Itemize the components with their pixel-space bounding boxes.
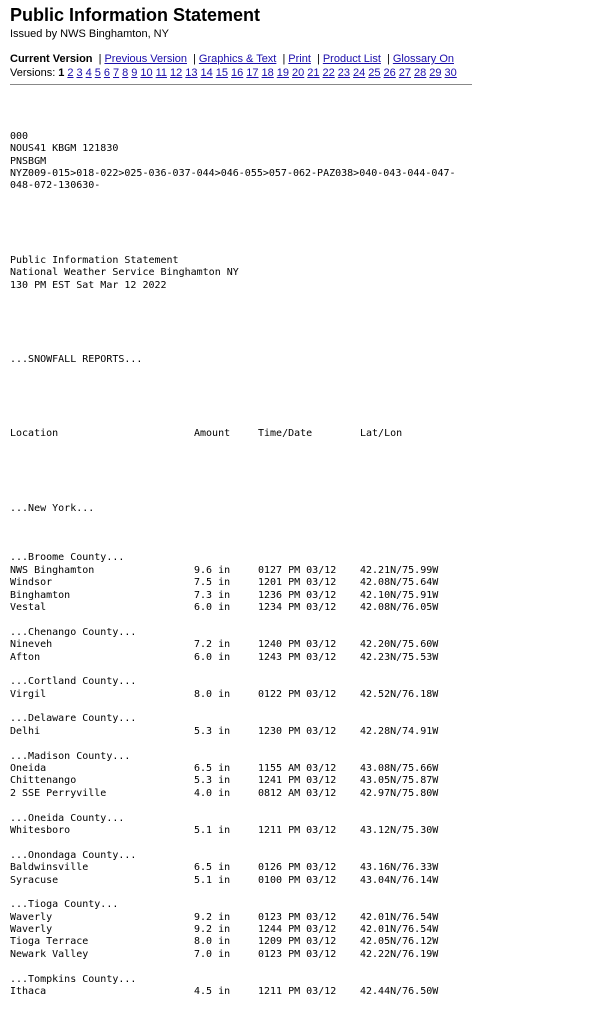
- report-row: [10, 652, 600, 664]
- report-location: Baldwinsville: [10, 862, 89, 874]
- report-lat-lon: 43.04N/76.14W: [360, 874, 439, 886]
- report-row: [10, 726, 600, 738]
- version-link[interactable]: 14: [200, 67, 213, 79]
- nav-product-list[interactable]: Product List: [322, 53, 381, 65]
- report-location: Whitesboro: [10, 824, 71, 836]
- report-row: [10, 936, 600, 948]
- report-time-date: 1240 PM 03/12: [258, 639, 337, 651]
- report-location: Vestal: [10, 601, 47, 613]
- version-link[interactable]: 2: [67, 67, 74, 79]
- version-link[interactable]: 7: [113, 67, 120, 79]
- report-lat-lon: 42.28N/74.91W: [360, 725, 439, 737]
- report-amount: 5.3 in: [194, 775, 231, 787]
- version-link[interactable]: 9: [131, 67, 138, 79]
- report-amount: 6.5 in: [194, 763, 231, 775]
- report-row: [10, 825, 600, 837]
- version-link[interactable]: 23: [337, 67, 351, 79]
- page: [10, 4, 600, 1023]
- report-lat-lon: 42.22N/76.19W: [360, 948, 439, 960]
- report-location: Newark Valley: [10, 948, 89, 960]
- page-subtitle: Issued by NWS Binghamton, NY: [10, 28, 169, 40]
- report-lat-lon: 43.12N/75.30W: [360, 824, 439, 836]
- product-header-line: 000: [10, 130, 29, 142]
- report-lat-lon: 43.05N/75.87W: [360, 775, 439, 787]
- county-heading: ...Madison County...: [10, 750, 131, 762]
- report-row: [10, 639, 600, 651]
- report-location: Oneida: [10, 763, 47, 775]
- report-location: NWS Binghamton: [10, 564, 95, 576]
- report-amount: 9.2 in: [194, 924, 231, 936]
- report-amount: 6.0 in: [194, 601, 231, 613]
- version-link[interactable]: 3: [76, 67, 83, 79]
- report-lat-lon: 42.01N/76.54W: [360, 924, 439, 936]
- report-row: [10, 590, 600, 602]
- report-location: Ithaca: [10, 986, 47, 998]
- report-location: Nineveh: [10, 639, 53, 651]
- report-time-date: 1155 AM 03/12: [258, 763, 337, 775]
- report-amount: 4.5 in: [194, 986, 231, 998]
- version-link[interactable]: 5: [94, 67, 101, 79]
- report-location: Waverly: [10, 911, 53, 923]
- report-row: [10, 577, 600, 589]
- product-title-line: National Weather Service Binghamton NY: [10, 267, 239, 279]
- report-row: [10, 689, 600, 701]
- version-link[interactable]: 19: [276, 67, 290, 79]
- county-heading: ...Chenango County...: [10, 626, 137, 638]
- version-link[interactable]: 22: [322, 67, 335, 79]
- version-link[interactable]: 28: [414, 67, 427, 79]
- report-amount: 8.0 in: [194, 936, 231, 948]
- report-lat-lon: 42.08N/75.64W: [360, 577, 439, 589]
- product-header-line: PNSBGM: [10, 155, 47, 167]
- section-title: ...SNOWFALL REPORTS...: [10, 353, 143, 365]
- report-lat-lon: 42.20N/75.60W: [360, 639, 439, 651]
- report-amount: 5.1 in: [194, 874, 231, 886]
- report-amount: 8.0 in: [194, 688, 231, 700]
- col-amount: Amount: [194, 428, 231, 440]
- product-nav: Current Version | Previous Version | Graphics & Text | Print | Product List | Glossary On: [10, 53, 454, 65]
- version-link[interactable]: 10: [140, 67, 153, 79]
- product-title-line: Public Information Statement: [10, 254, 179, 266]
- version-link[interactable]: 11: [155, 67, 168, 79]
- version-link[interactable]: 4: [85, 67, 92, 79]
- version-link[interactable]: 20: [292, 67, 305, 79]
- report-time-date: 0123 PM 03/12: [258, 911, 337, 923]
- county-heading: ...Cortland County...: [10, 676, 137, 688]
- report-time-date: 1211 PM 03/12: [258, 986, 337, 998]
- report-lat-lon: 42.23N/75.53W: [360, 651, 439, 663]
- report-lat-lon: 43.08N/75.66W: [360, 763, 439, 775]
- county-heading: ...Oneida County...: [10, 812, 125, 824]
- version-link[interactable]: 21: [307, 67, 320, 79]
- version-link[interactable]: 16: [231, 67, 244, 79]
- version-link[interactable]: 13: [185, 67, 198, 79]
- report-location: Binghamton: [10, 589, 71, 601]
- report-location: Afton: [10, 651, 41, 663]
- report-row: [10, 602, 600, 614]
- report-lat-lon: 42.08N/76.05W: [360, 601, 439, 613]
- county-heading: ...Onondaga County...: [10, 849, 137, 861]
- product-header-line: 048-072-130630-: [10, 180, 101, 192]
- product-header-line: NOUS41 KBGM 121830: [10, 143, 119, 155]
- state-heading: ...New York...: [10, 502, 95, 514]
- report-lat-lon: 42.52N/76.18W: [360, 688, 439, 700]
- version-links: [67, 67, 459, 79]
- report-amount: 9.6 in: [194, 564, 231, 576]
- report-location: Waverly: [10, 924, 53, 936]
- report-row: [10, 565, 600, 577]
- report-time-date: 1230 PM 03/12: [258, 725, 337, 737]
- version-link[interactable]: 6: [103, 67, 110, 79]
- county-heading: ...Delaware County...: [10, 713, 137, 725]
- report-amount: 6.0 in: [194, 651, 231, 663]
- report-time-date: 1241 PM 03/12: [258, 775, 337, 787]
- report-lat-lon: 43.16N/76.33W: [360, 862, 439, 874]
- report-lat-lon: 42.01N/76.54W: [360, 911, 439, 923]
- column-headers: [10, 428, 600, 440]
- county-heading: ...Tompkins County...: [10, 973, 137, 985]
- report-amount: 7.0 in: [194, 948, 231, 960]
- report-location: Delhi: [10, 725, 41, 737]
- version-link[interactable]: 15: [215, 67, 229, 79]
- page-title: Public Information Statement: [10, 5, 261, 25]
- report-row: [10, 763, 600, 775]
- version-link[interactable]: 27: [398, 67, 412, 79]
- report-amount: 4.0 in: [194, 787, 231, 799]
- version-link[interactable]: 17: [246, 67, 259, 79]
- report-amount: 7.5 in: [194, 577, 231, 589]
- versions-bar: [10, 67, 600, 80]
- county-heading: ...Tioga County...: [10, 899, 119, 911]
- report-time-date: 0126 PM 03/12: [258, 862, 337, 874]
- report-location: Syracuse: [10, 874, 59, 886]
- version-link[interactable]: 12: [170, 67, 183, 79]
- nav-previous-version[interactable]: Previous Version: [104, 53, 187, 65]
- report-amount: 5.3 in: [194, 725, 231, 737]
- report-location: Tioga Terrace: [10, 936, 89, 948]
- col-lat-lon: Lat/Lon: [360, 428, 403, 440]
- report-time-date: 0127 PM 03/12: [258, 564, 337, 576]
- col-time-date: Time/Date: [258, 428, 313, 440]
- report-time-date: 0123 PM 03/12: [258, 948, 337, 960]
- report-row: [10, 875, 600, 887]
- report-amount: 7.2 in: [194, 639, 231, 651]
- version-link[interactable]: 26: [383, 67, 396, 79]
- nav-current-version: Current Version: [10, 53, 93, 65]
- report-time-date: 0100 PM 03/12: [258, 874, 337, 886]
- report-location: 2 SSE Perryville: [10, 787, 107, 799]
- version-link[interactable]: 18: [261, 67, 274, 79]
- report-time-date: 1243 PM 03/12: [258, 651, 337, 663]
- report-time-date: 1201 PM 03/12: [258, 577, 337, 589]
- version-link[interactable]: 30: [444, 67, 457, 79]
- report-time-date: 0812 AM 03/12: [258, 787, 337, 799]
- header-divider: [10, 84, 472, 85]
- report-time-date: 1234 PM 03/12: [258, 601, 337, 613]
- version-link[interactable]: 24: [353, 67, 366, 79]
- report-lat-lon: 42.21N/75.99W: [360, 564, 439, 576]
- report-time-date: 1209 PM 03/12: [258, 936, 337, 948]
- report-lat-lon: 42.05N/76.12W: [360, 936, 439, 948]
- report-location: Chittenango: [10, 775, 77, 787]
- report-row: [10, 775, 600, 787]
- report-location: Windsor: [10, 577, 53, 589]
- report-row: [10, 949, 600, 961]
- report-amount: 7.3 in: [194, 589, 231, 601]
- report-time-date: 0122 PM 03/12: [258, 688, 337, 700]
- report-time-date: 1236 PM 03/12: [258, 589, 337, 601]
- versions-label: Versions:: [10, 67, 56, 79]
- report-location: Virgil: [10, 688, 47, 700]
- report-row: [10, 986, 600, 998]
- version-link[interactable]: 25: [368, 67, 381, 79]
- county-heading: ...Broome County...: [10, 552, 125, 564]
- report-lat-lon: 42.44N/76.50W: [360, 986, 439, 998]
- report-time-date: 1211 PM 03/12: [258, 824, 337, 836]
- report-row: [10, 862, 600, 874]
- version-current: 1: [58, 67, 65, 79]
- nav-graphics-text[interactable]: Graphics & Text: [198, 53, 277, 65]
- report-row: [10, 924, 600, 936]
- report-row: [10, 788, 600, 800]
- report-amount: 9.2 in: [194, 911, 231, 923]
- col-location: Location: [10, 428, 59, 440]
- report-row: [10, 912, 600, 924]
- nav-glossary-on[interactable]: Glossary On: [392, 53, 454, 65]
- report-amount: 6.5 in: [194, 862, 231, 874]
- product-title-line: 130 PM EST Sat Mar 12 2022: [10, 279, 167, 291]
- nav-print[interactable]: Print: [288, 53, 311, 65]
- report-lat-lon: 42.97N/75.80W: [360, 787, 439, 799]
- version-link[interactable]: 8: [122, 67, 129, 79]
- version-link[interactable]: 29: [429, 67, 442, 79]
- report-amount: 5.1 in: [194, 824, 231, 836]
- report-lat-lon: 42.10N/75.91W: [360, 589, 439, 601]
- product-text: [10, 106, 600, 1023]
- product-header-line: NYZ009-015>018-022>025-036-037-044>046-055>057-062-PAZ038>040-043-044-047-: [10, 167, 456, 179]
- report-time-date: 1244 PM 03/12: [258, 924, 337, 936]
